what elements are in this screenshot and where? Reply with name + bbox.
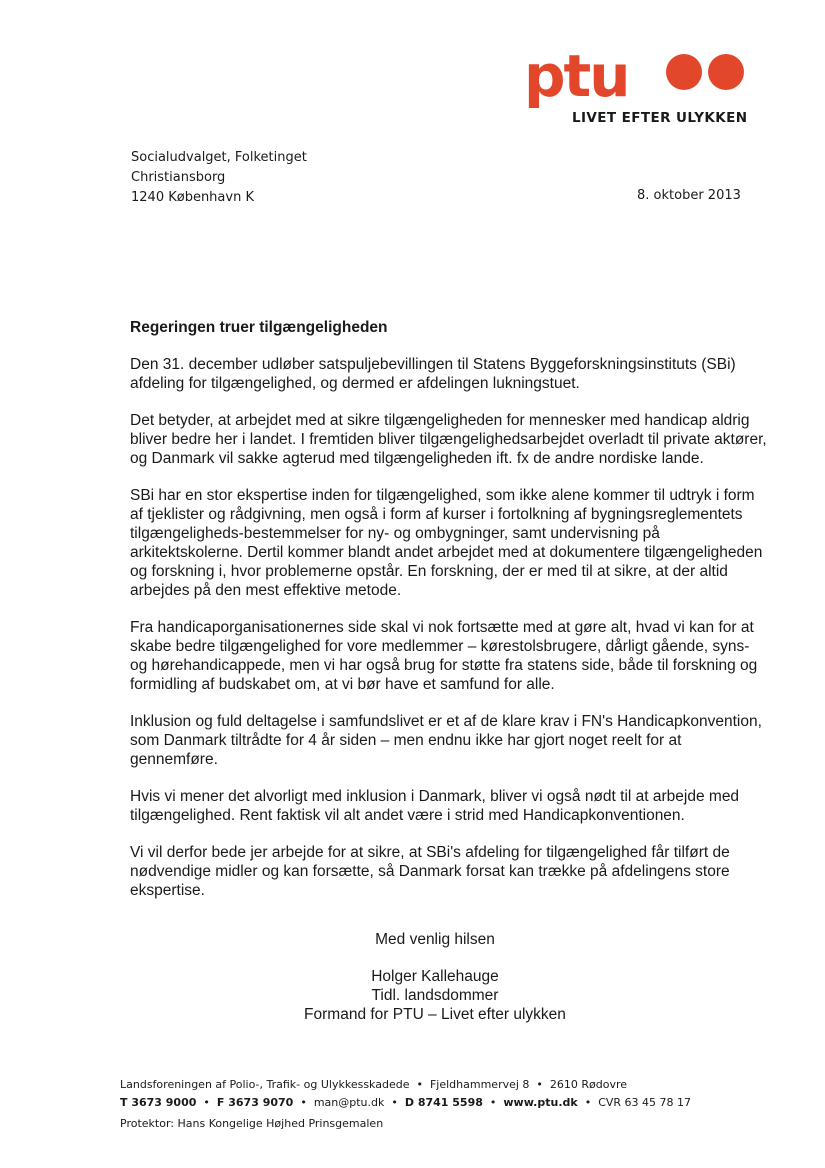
recipient-line-2: Christiansborg xyxy=(131,170,226,185)
letter-body xyxy=(130,318,770,918)
footer-street: Fjeldhammervej 8 xyxy=(429,1078,530,1091)
letter-date: 8. oktober 2013 xyxy=(637,188,741,203)
footer-fax: F 3673 9070 xyxy=(216,1096,294,1109)
paragraph-7: Vi vil derfor bede jer arbejde for at sikre, at SBi's afdeling for tilgængelighed får tilført de nødvendige midler og kan forsætte, så Danmark forsat kan trække på afdelingens store ekspertise. xyxy=(130,844,730,899)
logo-dot-left xyxy=(666,54,702,90)
footer-separator: • xyxy=(416,1078,423,1091)
footer-protektor: Protektor: Hans Kongelige Højhed Prinsgemalen xyxy=(120,1117,384,1130)
footer-separator: • xyxy=(489,1096,497,1109)
footer-city: 2610 Rødovre xyxy=(549,1078,628,1091)
footer-phone: T 3673 9000 xyxy=(120,1096,197,1109)
footer-separator: • xyxy=(391,1096,398,1109)
recipient-address xyxy=(131,148,307,208)
letterhead-footer xyxy=(120,1076,691,1112)
footer-separator: • xyxy=(536,1078,543,1091)
footer-separator: • xyxy=(203,1096,210,1109)
footer-web: www.ptu.dk xyxy=(503,1096,578,1109)
logo-tagline: LIVET EFTER ULYKKEN xyxy=(572,110,748,126)
logo-wordmark: ptu xyxy=(524,50,629,110)
ptu-logo-mark xyxy=(524,50,746,112)
recipient-line-1: Socialudvalget, Folketinget xyxy=(131,150,307,165)
signer-role: Formand for PTU – Livet efter ulykken xyxy=(304,1006,566,1023)
footer-separator: • xyxy=(300,1096,307,1109)
signer-title: Tidl. landsdommer xyxy=(371,987,499,1004)
paragraph-5: Inklusion og fuld deltagelse i samfundslivet er et af de klare krav i FN's Handicapkonvention, som Danmark tiltrådte for 4 år siden – men endnu ikke har gjort noget reelt for at gennemføre. xyxy=(130,713,762,768)
footer-direct: D 8741 5598 xyxy=(404,1096,483,1109)
signer-name: Holger Kallehauge xyxy=(371,968,499,985)
closing-greeting: Med venlig hilsen xyxy=(375,931,495,948)
paragraph-3: SBi har en stor ekspertise inden for tilgængelighed, som ikke alene kommer til udtryk i form af tjeklister og rådgivning, men også i form af kurser i fortolkning af bygningsreglementets tilgængeligheds-bestemmelser for ny- og ombygninger, samt undervisning på arkitektskolerne. Dertil kommer blandt andet arbejdet med at dokumentere tilgængeligheden og forskning i, hvor problemerne opstår. En forskning, der er med til at sikre, at der altid arbejdes på den mest effektive metode. xyxy=(130,487,763,599)
paragraph-1: Den 31. december udløber satspuljebevillingen til Statens Byggeforskningsinstituts (SBi) afdeling for tilgængelighed, og dermed er afdelingen lukningstuet. xyxy=(130,356,736,392)
paragraph-6: Hvis vi mener det alvorligt med inklusion i Danmark, bliver vi også nødt til at arbejde med tilgængelighed. Rent faktisk vil alt andet være i strid med Handicapkonventionen. xyxy=(130,788,740,824)
letter-subject: Regeringen truer tilgængeligheden xyxy=(130,319,388,336)
recipient-line-3: 1240 København K xyxy=(131,190,254,205)
footer-separator: • xyxy=(584,1096,592,1109)
logo-dot-right xyxy=(708,54,744,90)
footer-org: Landsforeningen af Polio-, Trafik- og Ulykkesskadede xyxy=(120,1078,410,1091)
footer-email: man@ptu.dk xyxy=(313,1096,385,1109)
footer-line-2 xyxy=(120,1094,691,1112)
paragraph-4: Fra handicaporganisationernes side skal vi nok fortsætte med at gøre alt, hvad vi kan for at skabe bedre tilgængelighed for vore medlemmer – kørestolsbrugere, dårligt gående, syns- og hørehandicappede, men vi har også brug for støtte fra statens side, både til forskning og formidling af budskabet om, at vi bør have et samfund for alle. xyxy=(130,619,758,693)
footer-cvr: CVR 63 45 78 17 xyxy=(598,1096,692,1109)
letter-closing xyxy=(290,930,580,1024)
footer-line-1 xyxy=(120,1076,691,1094)
paragraph-2: Det betyder, at arbejdet med at sikre tilgængeligheden for mennesker med handicap aldrig bliver bedre her i landet. I fremtiden bliver tilgængelighedsarbejdet overladt til private aktører, og Danmark vil sakke agterud med tilgængeligheden ift. fx de andre nordiske lande. xyxy=(130,412,767,467)
